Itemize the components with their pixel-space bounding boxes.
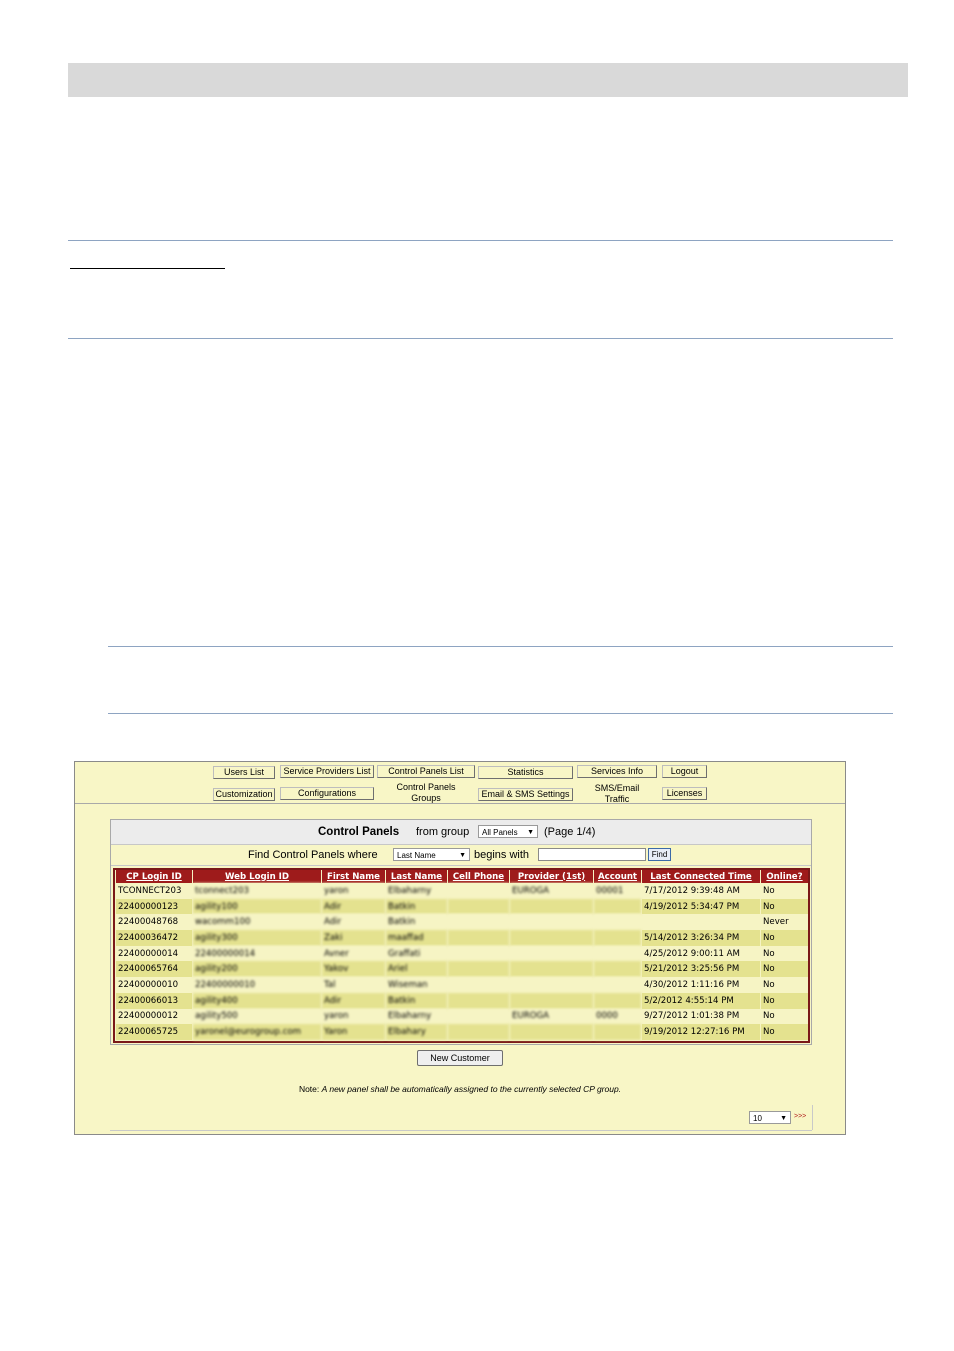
account-cell [594,977,641,993]
divider-top [68,240,893,241]
cp-login-id-cell[interactable]: 22400065725 [116,1024,192,1040]
provider-cell: EUROGA [510,1009,593,1025]
menu-licenses[interactable]: Licenses [662,787,707,800]
cell-phone-cell [448,1009,509,1025]
menu-users-list[interactable]: Users List [213,766,275,779]
provider-cell [510,946,593,962]
table-row [116,1024,808,1040]
account-cell: 0000 [594,1009,641,1025]
last-name-cell: Batkin [386,993,447,1009]
from-group-label: from group [416,826,470,838]
cell-phone-cell [448,930,509,946]
find-label: Find Control Panels where [248,849,378,861]
page-size-select[interactable] [749,1111,791,1124]
last-connected-cell: 4/30/2012 1:11:16 PM [642,977,760,993]
first-name-cell: Tal [322,977,385,993]
header-account[interactable]: Account [594,870,641,883]
table-header-row [116,870,808,883]
cell-phone-cell [448,899,509,915]
page-size-value: 10 [753,1114,762,1123]
group-select-value: All Panels [482,828,518,837]
provider-cell [510,899,593,915]
menu-configurations[interactable]: Configurations [280,787,374,800]
footer-separator [110,1130,812,1131]
last-connected-cell: 5/21/2012 3:25:56 PM [642,961,760,977]
last-name-cell: Batkin [386,914,447,930]
web-login-id-cell: tconnect203 [193,883,321,899]
new-customer-button[interactable]: New Customer [417,1050,503,1066]
provider-cell [510,930,593,946]
last-name-cell: Wiseman [386,977,447,993]
header-cp-login-id[interactable]: CP Login ID [116,870,192,883]
cp-login-id-cell[interactable]: 22400000014 [116,946,192,962]
menu-control-panels-groups[interactable]: Control Panels Groups [393,781,459,805]
header-provider[interactable]: Provider (1st) [510,870,593,883]
cell-phone-cell [448,946,509,962]
results-grid [115,870,809,1040]
divider-note-bottom [108,713,893,714]
table-row [116,946,808,962]
table-row [116,977,808,993]
cp-login-id-cell[interactable]: 22400048768 [116,914,192,930]
last-connected-cell: 9/27/2012 1:01:38 PM [642,1009,760,1025]
header-online[interactable]: Online? [761,870,808,883]
header-last-name[interactable]: Last Name [386,870,447,883]
menu-logout[interactable]: Logout [662,765,707,778]
first-name-cell: Adir [322,899,385,915]
last-name-cell: Ariel [386,961,447,977]
first-name-cell: Adir [322,993,385,1009]
last-connected-cell: 9/19/2012 12:27:16 PM [642,1024,760,1040]
cp-login-id-cell[interactable]: 22400000123 [116,899,192,915]
chevron-down-icon: ▼ [459,852,466,859]
cell-phone-cell [448,977,509,993]
web-login-id-cell: 22400000010 [193,977,321,993]
divider-note-top [108,646,893,647]
provider-cell [510,993,593,1009]
first-name-cell: yaron [322,883,385,899]
last-name-cell: Batkin [386,899,447,915]
cp-login-id-cell[interactable]: TCONNECT203 [116,883,192,899]
account-cell [594,914,641,930]
cp-login-id-cell[interactable]: 22400036472 [116,930,192,946]
cell-phone-cell [448,914,509,930]
field-select[interactable] [393,848,470,861]
web-login-id-cell: agility400 [193,993,321,1009]
first-name-cell: Yakov [322,961,385,977]
search-input[interactable] [538,848,646,861]
field-select-value: Last Name [397,851,436,860]
header-web-login-id[interactable]: Web Login ID [193,870,321,883]
online-cell: No [761,899,808,915]
note [75,1084,845,1094]
web-login-id-cell: yaronel@eurogroup.com [193,1024,321,1040]
online-cell: No [761,883,808,899]
menu-sms-email-traffic[interactable]: SMS/Email Traffic [586,782,648,806]
admin-screenshot [74,761,846,1135]
online-cell: No [761,930,808,946]
table-row [116,961,808,977]
last-connected-cell: 7/17/2012 9:39:48 AM [642,883,760,899]
table-row [116,993,808,1009]
online-cell: No [761,946,808,962]
first-name-cell: Zaki [322,930,385,946]
divider-middle [68,338,893,339]
cell-phone-cell [448,1024,509,1040]
pager-divider [812,1105,813,1130]
provider-cell: EUROGA [510,883,593,899]
cp-login-id-cell[interactable]: 22400065764 [116,961,192,977]
online-cell: Never [761,914,808,930]
cell-phone-cell [448,993,509,1009]
page-indicator: (Page 1/4) [544,826,596,838]
menu-customization[interactable]: Customization [213,788,275,801]
last-connected-cell: 4/19/2012 5:34:47 PM [642,899,760,915]
account-cell [594,899,641,915]
last-name-cell: maaffad [386,930,447,946]
control-panels-box [110,819,812,1045]
online-cell: No [761,993,808,1009]
control-panels-table [113,868,810,1043]
first-name-cell: Avner [322,946,385,962]
first-name-cell: Yaron [322,1024,385,1040]
table-body [116,883,808,1040]
cp-login-id-cell[interactable]: 22400000012 [116,1009,192,1025]
chevron-down-icon: ▼ [527,829,534,836]
header-first-name[interactable]: First Name [322,870,385,883]
last-connected-cell [642,914,760,930]
next-page-link[interactable]: >>> [794,1113,807,1120]
online-cell: No [761,961,808,977]
menu-email-sms-settings[interactable]: Email & SMS Settings [478,788,573,801]
account-cell: 00001 [594,883,641,899]
cell-phone-cell [448,883,509,899]
account-cell [594,946,641,962]
online-cell: No [761,1009,808,1025]
menu-separator [75,803,845,804]
menu-statistics[interactable]: Statistics [478,766,573,779]
web-login-id-cell: 22400000014 [193,946,321,962]
chevron-down-icon: ▼ [780,1115,787,1122]
account-cell [594,993,641,1009]
find-button[interactable]: Find [648,848,671,861]
last-name-cell: Elbahary [386,1024,447,1040]
provider-cell [510,961,593,977]
last-name-cell: Graffati [386,946,447,962]
header-cell-phone[interactable]: Cell Phone [448,870,509,883]
first-name-cell: Adir [322,914,385,930]
group-select[interactable] [478,825,538,838]
panel-title-bar [111,820,811,845]
online-cell: No [761,977,808,993]
web-login-id-cell: agility300 [193,930,321,946]
last-connected-cell: 5/14/2012 3:26:34 PM [642,930,760,946]
last-connected-cell: 4/25/2012 9:00:11 AM [642,946,760,962]
account-cell [594,930,641,946]
table-row [116,930,808,946]
cp-login-id-cell[interactable]: 22400000010 [116,977,192,993]
web-login-id-cell: agility100 [193,899,321,915]
menu-control-panels-list[interactable]: Control Panels List [377,765,475,778]
underline-stub [70,268,225,269]
first-name-cell: yaron [322,1009,385,1025]
account-cell [594,1024,641,1040]
header-last-connected-time[interactable]: Last Connected Time [642,870,760,883]
online-cell: No [761,1024,808,1040]
cp-login-id-cell[interactable]: 22400066013 [116,993,192,1009]
web-login-id-cell: agility200 [193,961,321,977]
web-login-id-cell: agility500 [193,1009,321,1025]
note-prefix: Note: [298,1084,320,1094]
begins-with-label: begins with [474,849,530,861]
table-row [116,883,808,899]
menu-service-providers-list[interactable]: Service Providers List [280,765,374,778]
web-login-id-cell: wacomm100 [193,914,321,930]
provider-cell [510,977,593,993]
table-row [116,899,808,915]
note-text: A new panel shall be automatically assigned to the currently selected CP group. [321,1084,622,1094]
last-name-cell: Elbaharny [386,883,447,899]
table-row [116,1009,808,1025]
panel-title: Control Panels [318,826,400,838]
provider-cell [510,914,593,930]
menu-services-info[interactable]: Services Info [577,765,657,778]
find-bar [111,845,811,866]
account-cell [594,961,641,977]
cell-phone-cell [448,961,509,977]
last-connected-cell: 5/2/2012 4:55:14 PM [642,993,760,1009]
provider-cell [510,1024,593,1040]
last-name-cell: Elbaharny [386,1009,447,1025]
header-bar [68,63,908,97]
table-row [116,914,808,930]
